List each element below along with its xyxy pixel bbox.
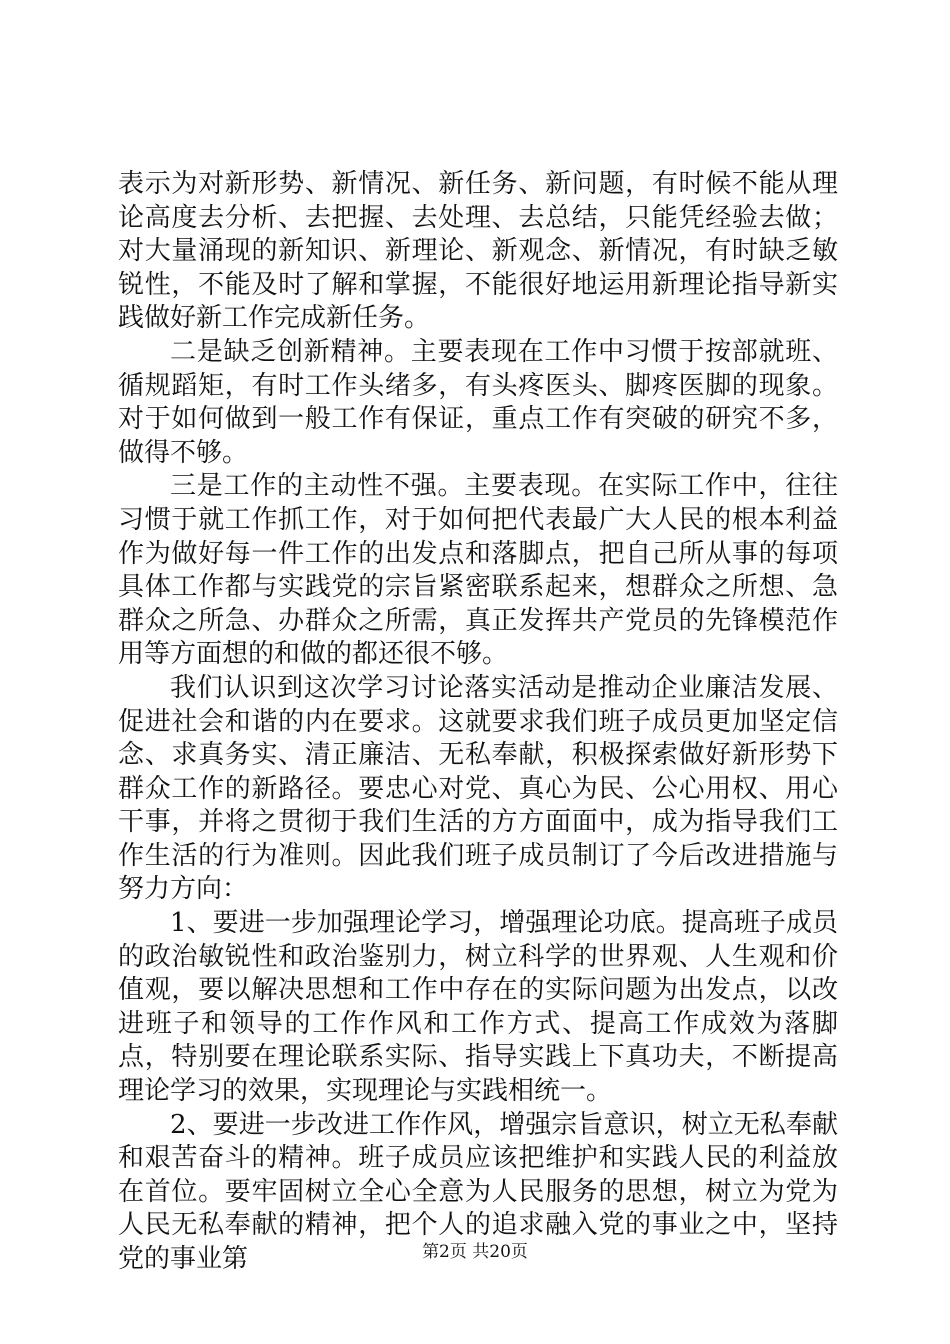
paragraph-awareness: 我们认识到这次学习讨论落实活动是推动企业廉洁发展、促进社会和谐的内在要求。这就要求我们班子成员更加坚定信念、求真务实、清正廉洁、无私奉献，积极探索做好新形势下群众工作的新路径。要忠心对党、真心为民、公心用权、用心干事，并将之贯彻于我们生活的方方面面中，成为指导我们工作生活的行为准则。因此我们班子成员制订了今后改进措施与努力方向： [118,672,838,905]
page-footer [0,1241,950,1263]
paragraph-measure-one: 1、要进一步加强理论学习，增强理论功底。提高班子成员的政治敏锐性和政治鉴别力，树立科学的世界观、人生观和价值观，要以解决思想和工作中存在的实际问题为出发点，以改进班子和领导的工作作风和工作方式、提高工作成效为落脚点，特别要在理论联系实际、指导实践上下真功夫，不断提高理论学习的效果，实现理论与实践相统一。 [118,908,838,1107]
document-body [118,168,838,1277]
paragraph-measure-two: 2、要进一步改进工作作风，增强宗旨意识，树立无私奉献和艰苦奋斗的精神。班子成员应该把维护和实践人民的利益放在首位。要牢固树立全心全意为人民服务的思想，树立为党为人民无私奉献的精神，把个人的追求融入党的事业之中，坚持党的事业第 [118,1109,838,1274]
page-number: 第2页 [422,1242,467,1262]
paragraph-point-three: 三是工作的主动性不强。主要表现。在实际工作中，往往习惯于就工作抓工作，对于如何把代表最广大人民的根本利益作为做好每一件工作的出发点和落脚点，把自己所从事的每项具体工作都与实践党的宗旨紧密联系起来，想群众之所想、急群众之所急、办群众之所需，真正发挥共产党员的先锋模范作用等方面想的和做的都还很不够。 [118,471,838,670]
paragraph-point-two: 二是缺乏创新精神。主要表现在工作中习惯于按部就班、循规蹈矩，有时工作头绪多，有头疼医头、脚疼医脚的现象。对于如何做到一般工作有保证，重点工作有突破的研究不多，做得不够。 [118,336,838,468]
page-total: 共20页 [472,1242,528,1262]
paragraph-continuation: 表示为对新形势、新情况、新任务、新问题，有时候不能从理论高度去分析、去把握、去处理、去总结，只能凭经验去做；对大量涌现的新知识、新理论、新观念、新情况，有时缺乏敏锐性，不能及时了解和掌握，不能很好地运用新理论指导新实践做好新工作完成新任务。 [118,169,838,334]
